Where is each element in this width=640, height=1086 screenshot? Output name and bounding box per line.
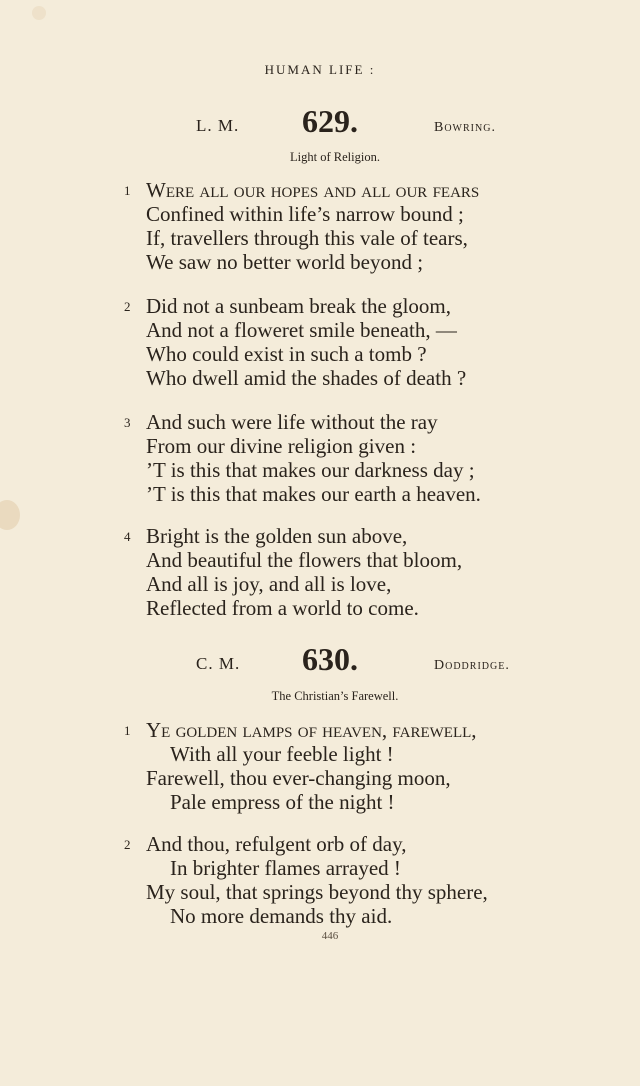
hymn-number: 630. — [302, 641, 358, 677]
stanza-number: 3 — [124, 415, 131, 430]
verse-line: Pale empress of the night ! — [170, 790, 395, 814]
stanza-number: 1 — [124, 723, 131, 738]
stanza-number: 4 — [124, 529, 131, 544]
hymn-meter: C. M. — [196, 654, 241, 673]
stanza-number: 2 — [124, 837, 131, 852]
verse-line: ’T is this that makes our earth a heaven. — [146, 482, 481, 506]
verse-line: Farewell, thou ever-changing moon, — [146, 766, 451, 790]
stanza-number: 1 — [124, 183, 131, 198]
hymn-630-header — [0, 638, 640, 678]
verse-line: And not a floweret smile beneath, — — [146, 318, 457, 342]
verse-line: ’T is this that makes our darkness day ; — [146, 458, 475, 482]
verse-line: And such were life without the ray — [146, 410, 438, 434]
verse-line: In brighter flames arrayed ! — [170, 856, 401, 880]
verse-line: Who could exist in such a tomb ? — [146, 342, 427, 366]
verse-line: And beautiful the flowers that bloom, — [146, 548, 463, 572]
hymn-629-header — [0, 100, 640, 140]
verse-line: My soul, that springs beyond thy sphere, — [146, 880, 488, 904]
verse-line: And all is joy, and all is love, — [146, 572, 392, 596]
hymn-subtitle: Light of Religion. — [290, 150, 380, 164]
verse-line: Ye golden lamps of heaven, farewell, — [146, 718, 477, 742]
hymn-meter: L. M. — [196, 116, 240, 135]
hymn-author: Doddridge. — [434, 658, 510, 673]
verse-line: Confined within life’s narrow bound ; — [146, 202, 464, 226]
verse-line: Were all our hopes and all our fears — [146, 178, 480, 202]
verse-line: And thou, refulgent orb of day, — [146, 832, 407, 856]
verse-line: Who dwell amid the shades of death ? — [146, 366, 467, 390]
hymn-number: 629. — [302, 103, 358, 139]
verse-line: Did not a sunbeam break the gloom, — [146, 294, 452, 318]
verse-line: With all your feeble light ! — [170, 742, 394, 766]
verse-line: Reflected from a world to come. — [146, 596, 419, 620]
verse-line: Bright is the golden sun above, — [146, 524, 408, 548]
paper-stain — [0, 500, 20, 530]
hymn-subtitle: The Christian’s Farewell. — [271, 689, 399, 703]
paper-stain — [32, 6, 46, 20]
page-number: 446 — [321, 930, 339, 942]
verse-line: From our divine religion given : — [146, 434, 417, 458]
stanza-number: 2 — [124, 299, 131, 314]
verse-line: No more demands thy aid. — [170, 904, 393, 928]
verse-line: We saw no better world beyond ; — [146, 250, 424, 274]
verse-line: If, travellers through this vale of tears, — [146, 226, 468, 250]
running-head: HUMAN LIFE : — [264, 62, 376, 77]
hymn-author: Bowring. — [434, 120, 496, 135]
